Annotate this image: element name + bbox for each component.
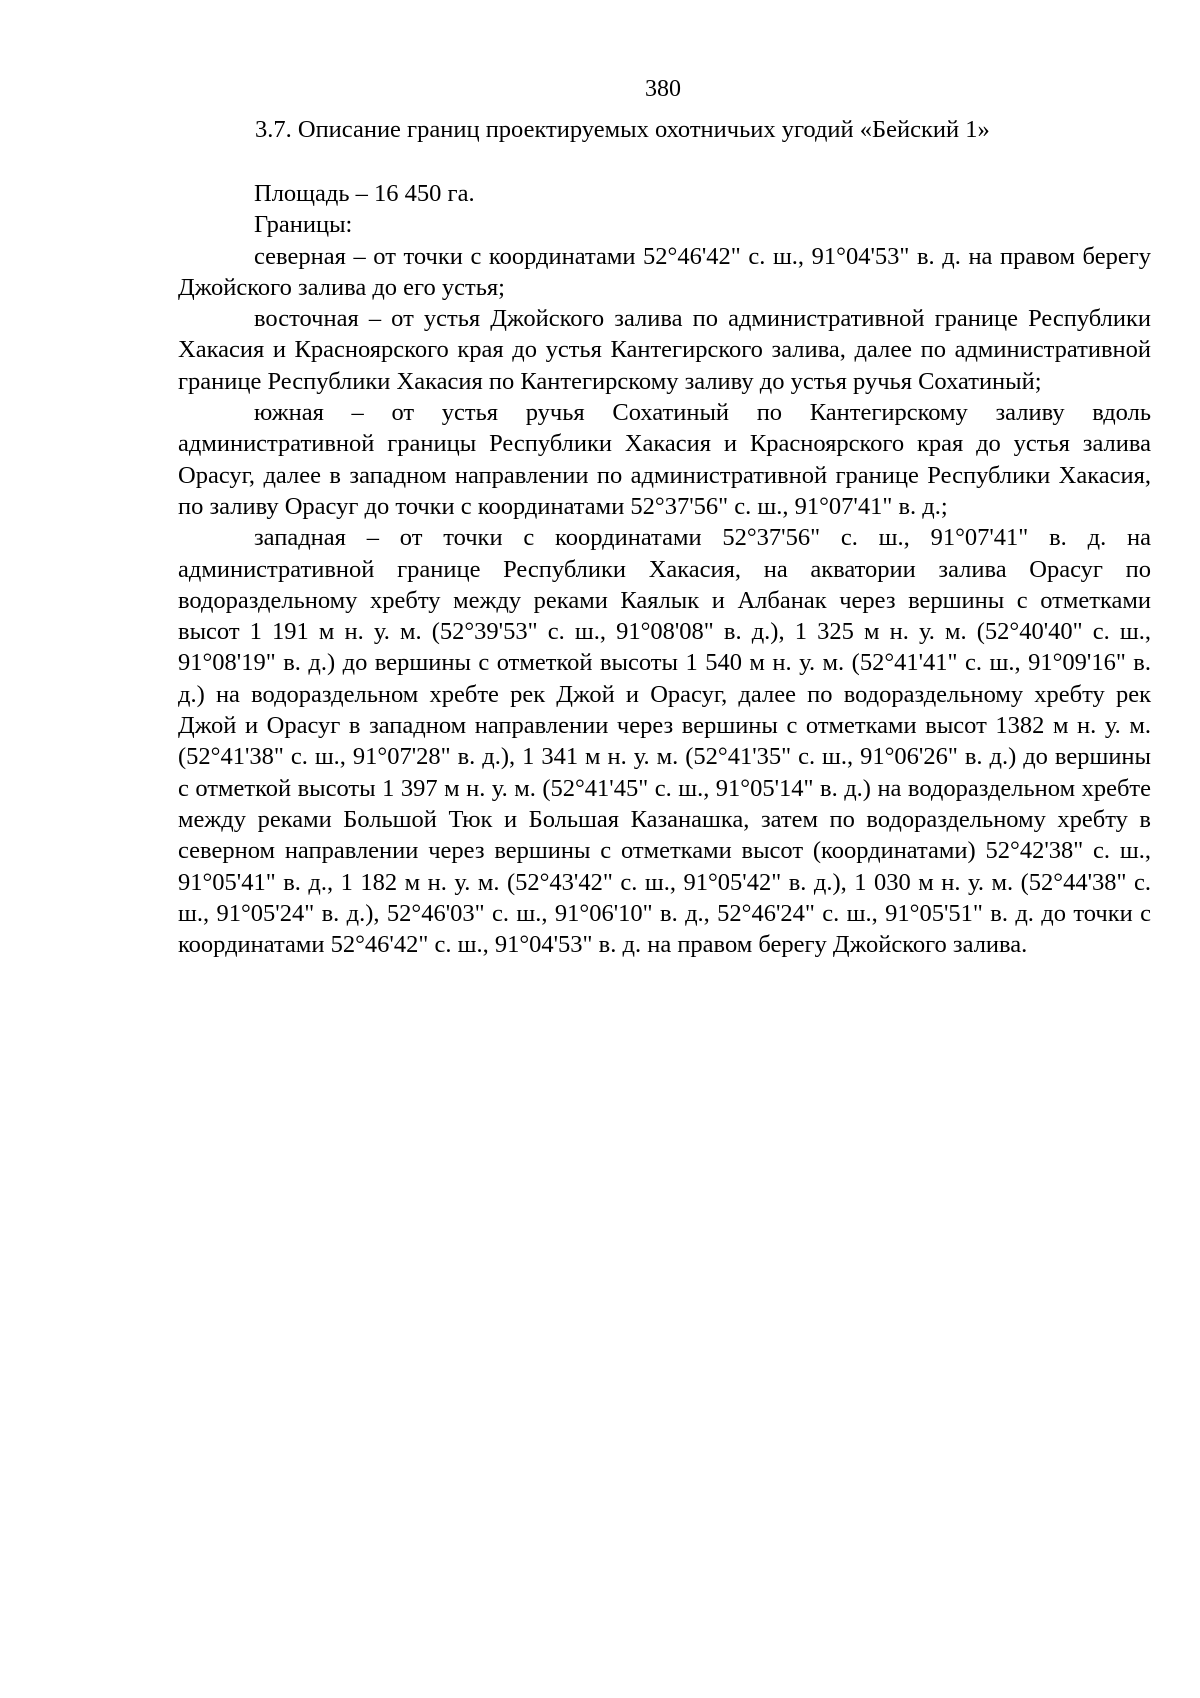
paragraph-east-border: восточная – от устья Джойского залива по административной границе Республики Хакасия и Красноярского края до устья Кантегирского залива, далее по административной границе Республики Хакасия по Кантегирскому заливу до устья ручья Сохатиный; bbox=[178, 305, 1151, 395]
paragraph-south-border: южная – от устья ручья Сохатиный по Кантегирскому заливу вдоль административной границы Республики Хакасия и Красноярского края до устья залива Орасуг, далее в западном направлении по административной границе Республики Хакасия, по заливу Орасуг до точки с координатами 52°37'56" с. ш., 91°07'41" в. д.; bbox=[178, 399, 1151, 520]
document-body bbox=[178, 178, 1151, 960]
paragraph-north-border: северная – от точки с координатами 52°46'42" с. ш., 91°04'53" в. д. на правом берегу Джойского залива до его устья; bbox=[178, 242, 1151, 301]
section-title: 3.7. Описание границ проектируемых охотничьих угодий «Бейский 1» bbox=[255, 116, 990, 143]
paragraph-west-border: западная – от точки с координатами 52°37'56" с. ш., 91°07'41" в. д. на административной границе Республики Хакасия, на акватории залива Орасуг по водораздельному хребту между реками Каялык и Албанак через вершины с отметками высот 1 191 м н. у. м. (52°39'53" с. ш., 91°08'08" в. д.), 1 325 м н. у. м. (52°40'40" с. ш., 91°08'19" в. д.) до вершины с отметкой высоты 1 540 м н. у. м. (52°41'41" с. ш., 91°09'16" в. д.) на водораздельном хребте рек Джой и Орасуг, далее по водораздельному хребту рек Джой и Орасуг в западном направлении через вершины с отметками высот 1382 м н. у. м. (52°41'38" с. ш., 91°07'28" в. д.), 1 341 м н. у. м. (52°41'35" с. ш., 91°06'26" в. д.) до вершины с отметкой высоты 1 397 м н. у. м. (52°41'45" с. ш., 91°05'14" в. д.) на водораздельном хребте между реками Большой Тюк и Большая Казанашка, затем по водораздельному хребту в северном направлении через вершины с отметками высот (координатами) 52°42'38" с. ш., 91°05'41" в. д., 1 182 м н. у. м. (52°43'42" с. ш., 91°05'42" в. д.), 1 030 м н. у. м. (52°44'38" с. ш., 91°05'24" в. д.), 52°46'03" с. ш., 91°06'10" в. д., 52°46'24" с. ш., 91°05'51" в. д. до точки с координатами 52°46'42" с. ш., 91°04'53" в. д. на правом берегу Джойского залива. bbox=[178, 524, 1151, 959]
paragraph-area: Площадь – 16 450 га. bbox=[254, 180, 475, 207]
paragraph-borders-heading: Границы: bbox=[254, 211, 353, 239]
page-number: 380 bbox=[645, 76, 681, 102]
